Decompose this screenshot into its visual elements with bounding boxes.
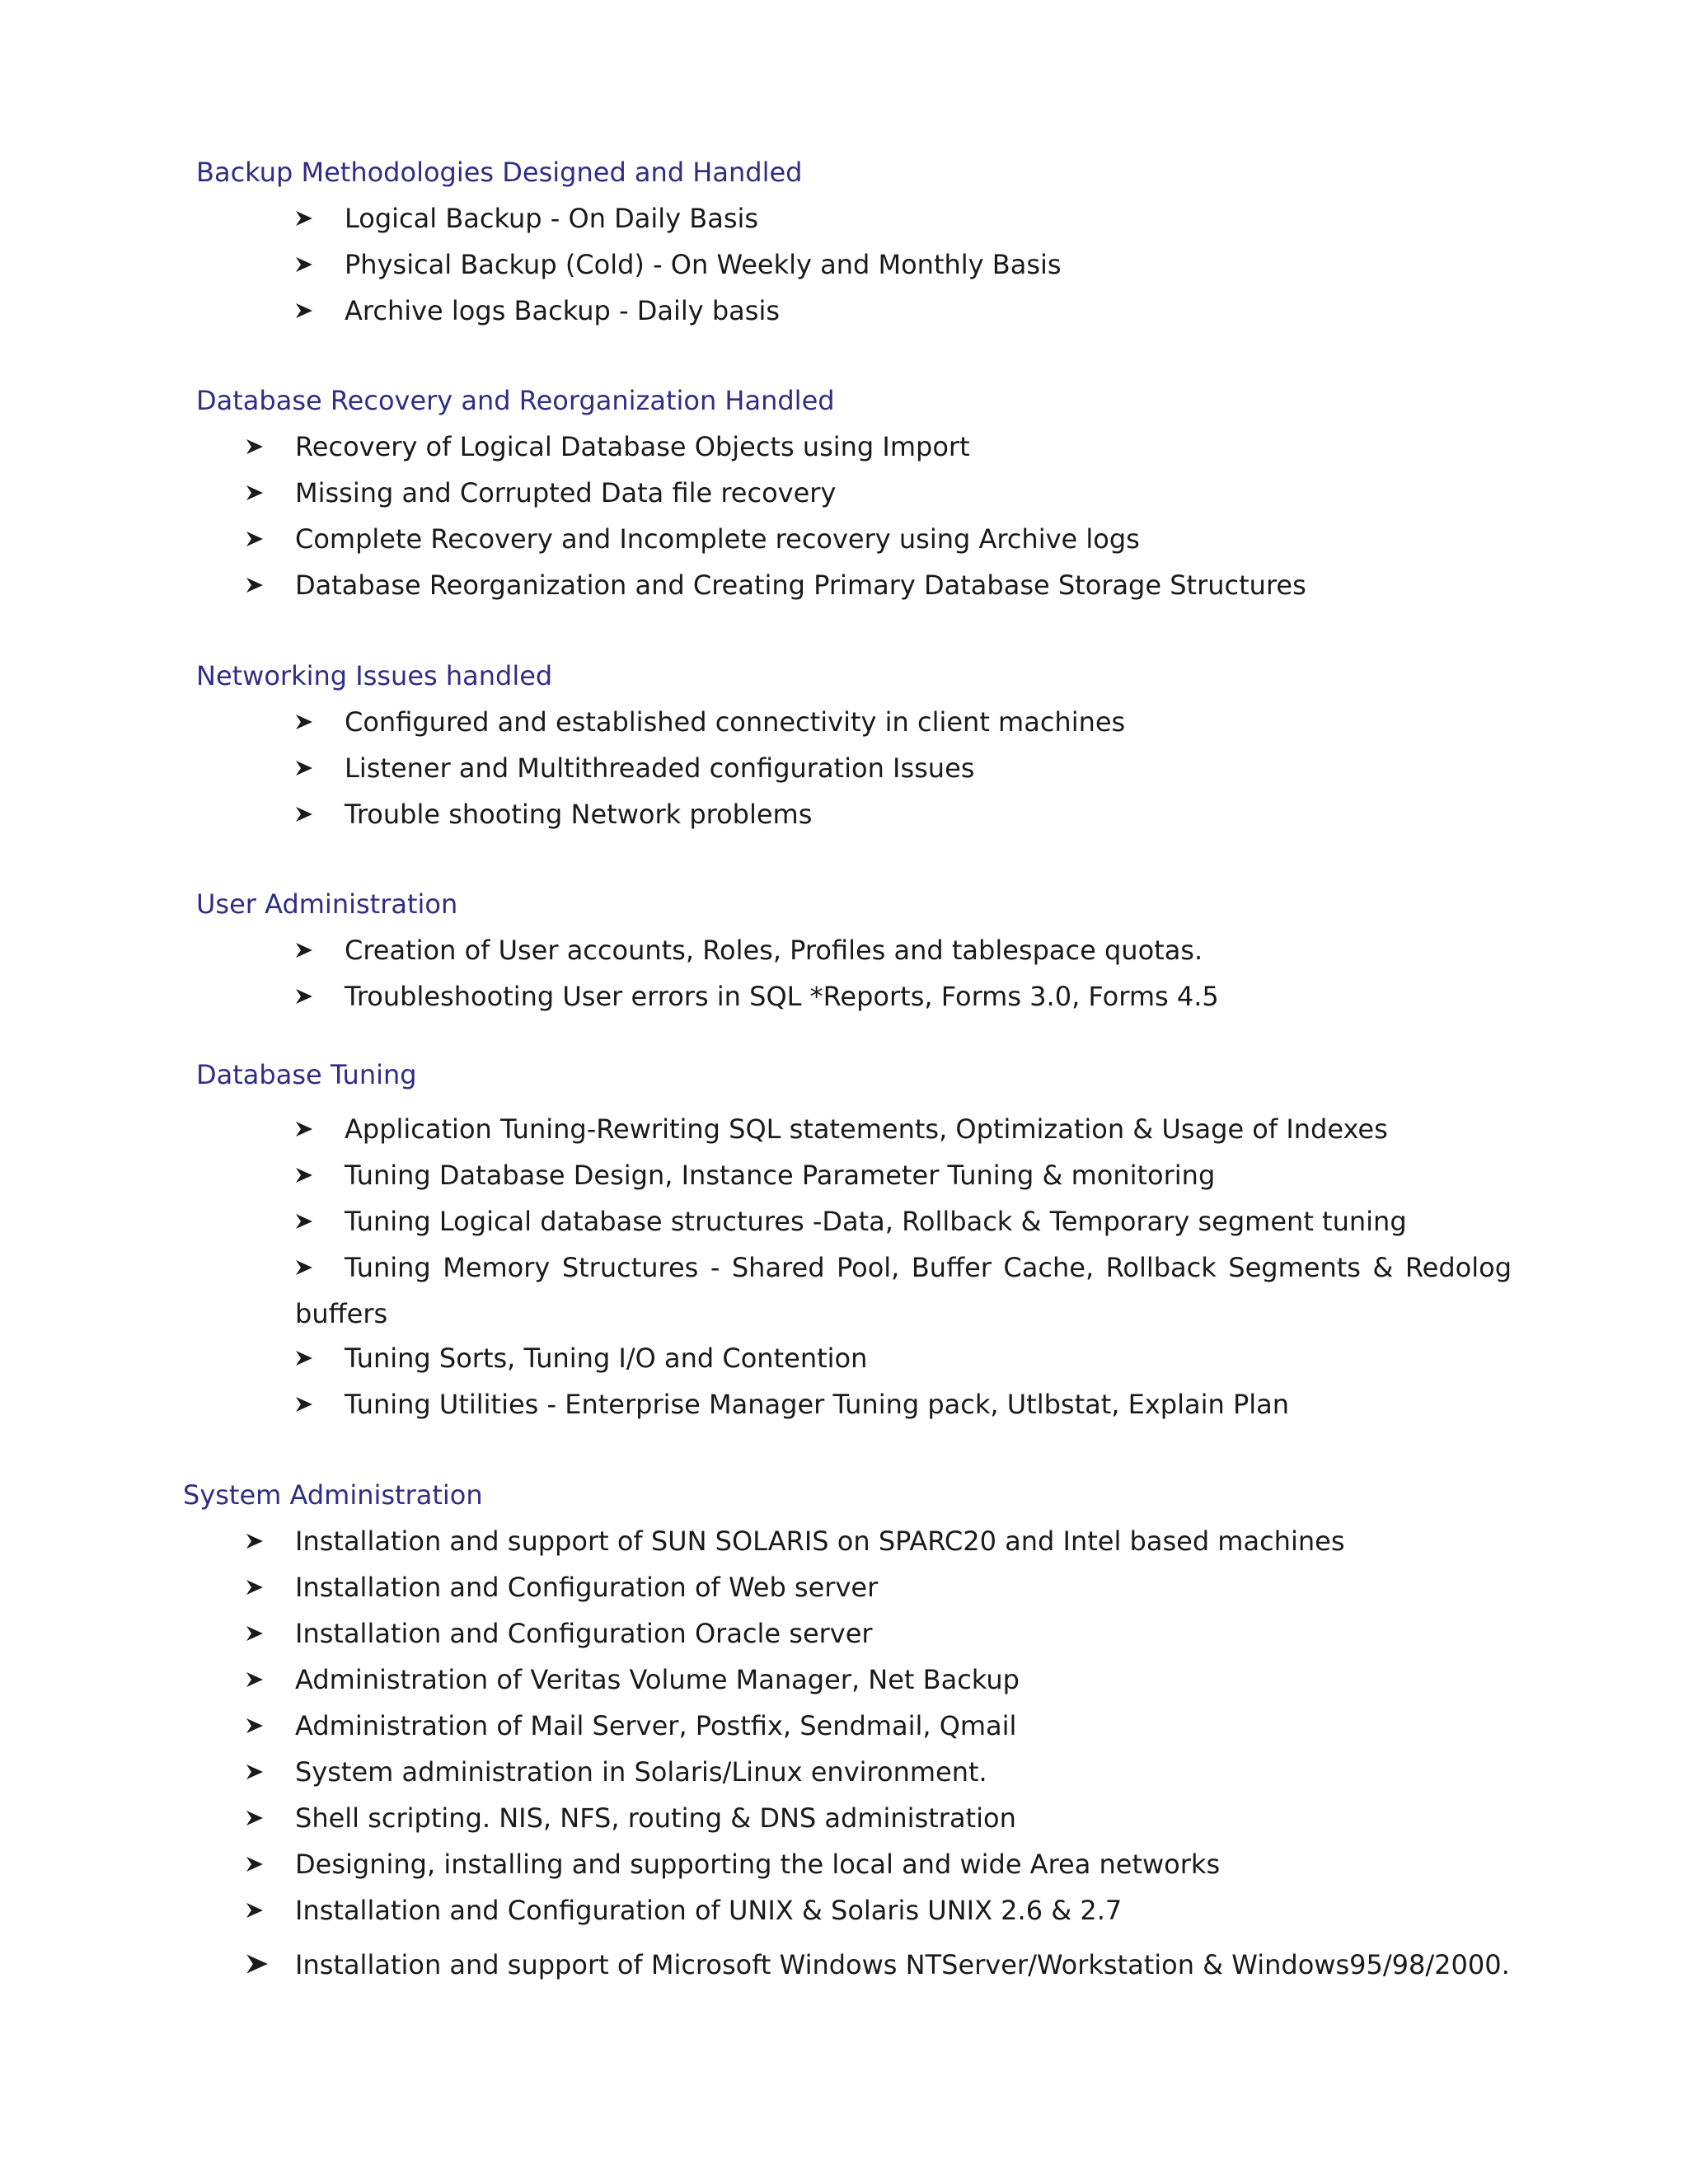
list-item-text: Complete Recovery and Incomplete recovery using Archive logs — [295, 523, 1140, 555]
list-item-text: Installation and support of Microsoft Windows NTServer/Workstation & Windows95/98/2000. — [295, 1949, 1510, 1980]
arrowhead-bullet-icon — [246, 1709, 267, 1742]
list-item — [295, 1244, 1512, 1337]
arrowhead-bullet-icon — [295, 202, 316, 235]
arrowhead-bullet-icon — [246, 523, 267, 555]
list-item-text: Physical Backup (Cold) - On Weekly and Monthly Basis — [345, 249, 1062, 280]
list-item-text: Archive logs Backup - Daily basis — [345, 295, 781, 326]
list-item-text: Tuning Logical database structures -Data, Rollback & Temporary segment tuning — [345, 1206, 1407, 1237]
arrowhead-bullet-icon — [295, 752, 316, 785]
arrowhead-bullet-icon — [246, 1894, 267, 1927]
arrowhead-bullet-icon — [295, 1342, 316, 1375]
list-item-text: Installation and Configuration of Web server — [295, 1572, 879, 1603]
list-item-text-line: Tuning Memory Structures - Shared Pool, Buffer Cache, Rollback Segments & Redolog — [345, 1252, 1512, 1283]
arrowhead-bullet-icon — [295, 934, 316, 967]
list-item-text: Creation of User accounts, Roles, Profiles and tablespace quotas. — [345, 935, 1203, 966]
arrowhead-bullet-icon — [295, 705, 316, 738]
list-item-text: Missing and Corrupted Data file recovery — [295, 477, 837, 509]
list-item-text: Troubleshooting User errors in SQL *Reports, Forms 3.0, Forms 4.5 — [345, 981, 1219, 1012]
arrowhead-bullet-icon — [246, 1848, 267, 1881]
arrowhead-bullet-icon — [295, 1388, 316, 1421]
arrowhead-bullet-icon — [295, 248, 316, 281]
list-item-text: Shell scripting. NIS, NFS, routing & DNS administration — [295, 1802, 1016, 1834]
arrowhead-bullet-icon — [246, 476, 267, 509]
arrowhead-bullet-icon — [246, 430, 267, 463]
list-item-text: Installation and Configuration Oracle server — [295, 1618, 873, 1649]
arrowhead-bullet-icon — [295, 798, 316, 831]
list-item-text: Tuning Database Design, Instance Parameter Tuning & monitoring — [345, 1160, 1216, 1191]
arrowhead-bullet-icon — [295, 1159, 316, 1192]
list-item-text: Installation and Configuration of UNIX & Solaris UNIX 2.6 & 2.7 — [295, 1895, 1123, 1926]
list-item-text: Trouble shooting Network problems — [345, 799, 813, 830]
list-item-text: Logical Backup - On Daily Basis — [345, 203, 759, 234]
arrowhead-bullet-icon — [295, 294, 316, 327]
section-title-networking: Networking Issues handled — [196, 660, 553, 691]
list-item-text: Application Tuning-Rewriting SQL statements, Optimization & Usage of Indexes — [345, 1113, 1388, 1145]
list-item-text: Configured and established connectivity in client machines — [345, 706, 1126, 738]
list-item-text: Database Reorganization and Creating Primary Database Storage Structures — [295, 569, 1306, 601]
list-item-text-continuation: buffers — [295, 1298, 388, 1329]
list-item-text — [295, 1244, 1512, 1291]
list-item-text: Listener and Multithreaded configuration Issues — [345, 752, 975, 784]
arrowhead-bullet-icon — [246, 1755, 267, 1788]
arrowhead-bullet-icon — [295, 980, 316, 1013]
arrowhead-bullet-icon — [246, 1948, 267, 1981]
section-title-backup: Backup Methodologies Designed and Handled — [196, 157, 803, 188]
list-item-text: Recovery of Logical Database Objects using Import — [295, 431, 970, 462]
arrowhead-bullet-icon — [246, 1617, 267, 1650]
list-item-text: Tuning Sorts, Tuning I/O and Contention — [345, 1343, 868, 1374]
arrowhead-bullet-icon — [246, 1663, 267, 1696]
arrowhead-bullet-icon — [246, 1571, 267, 1604]
list-item-text: Administration of Mail Server, Postfix, Sendmail, Qmail — [295, 1710, 1017, 1741]
list-item-text: Installation and support of SUN SOLARIS on SPARC20 and Intel based machines — [295, 1526, 1345, 1557]
list-item-text: Tuning Utilities - Enterprise Manager Tuning pack, Utlbstat, Explain Plan — [345, 1389, 1290, 1420]
list-item-text: System administration in Solaris/Linux environment. — [295, 1756, 987, 1788]
arrowhead-bullet-icon — [246, 569, 267, 602]
list-item-text: Administration of Veritas Volume Manager, Net Backup — [295, 1664, 1020, 1695]
arrowhead-bullet-icon — [246, 1525, 267, 1558]
arrowhead-bullet-icon — [295, 1251, 316, 1284]
list-item-text: Designing, installing and supporting the local and wide Area networks — [295, 1849, 1221, 1880]
section-title-user-admin: User Administration — [196, 888, 458, 920]
section-title-recovery: Database Recovery and Reorganization Handled — [196, 385, 835, 416]
arrowhead-bullet-icon — [295, 1205, 316, 1238]
arrowhead-bullet-icon — [295, 1113, 316, 1146]
section-title-sysadmin: System Administration — [183, 1479, 483, 1511]
arrowhead-bullet-icon — [246, 1802, 267, 1835]
section-title-tuning: Database Tuning — [196, 1059, 417, 1090]
